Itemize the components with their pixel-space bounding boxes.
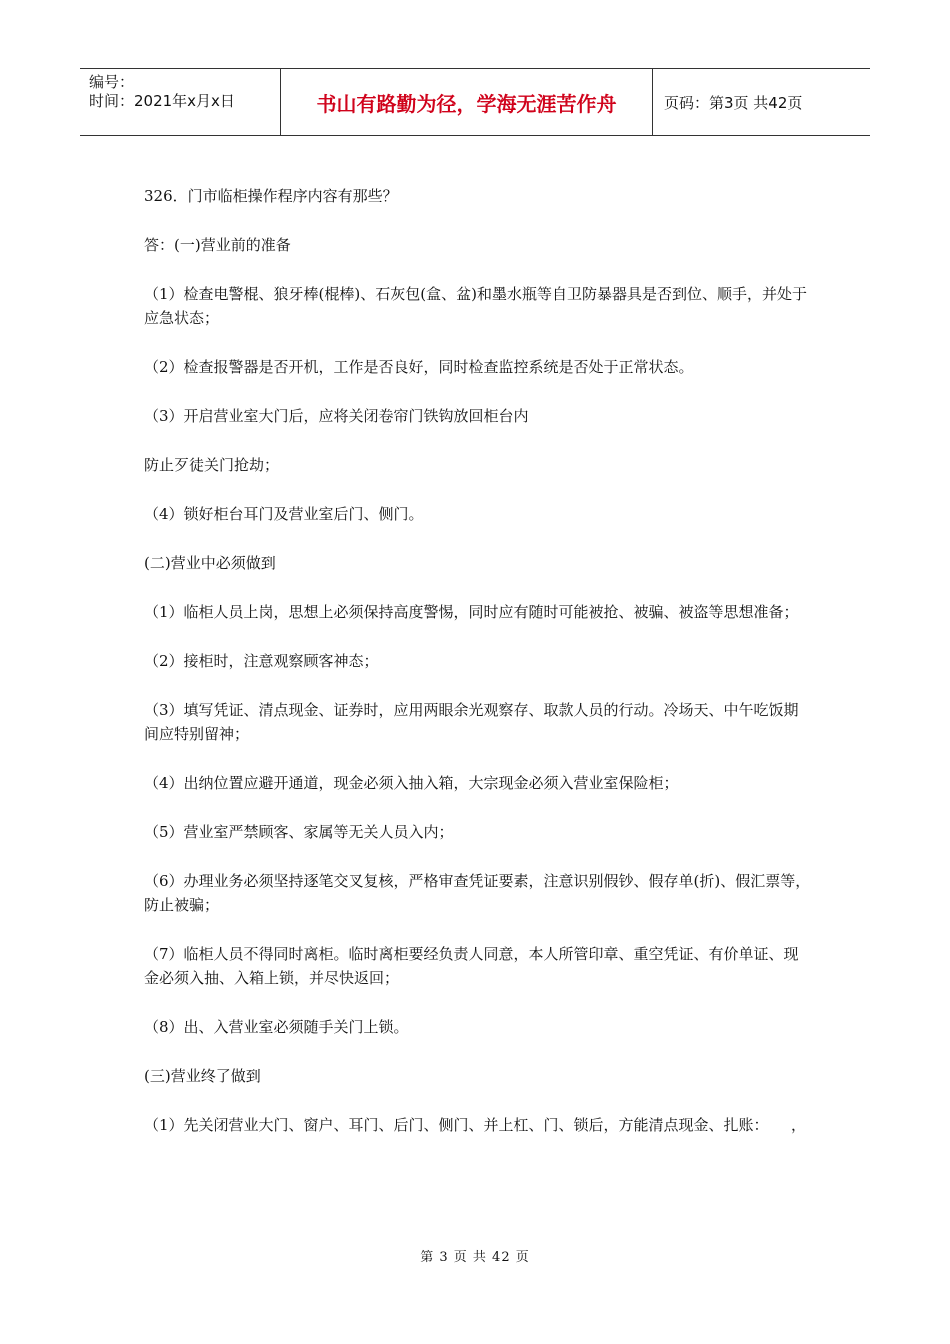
document-date: 时间：2021年x月x日 xyxy=(89,92,235,110)
paragraph-question: 326．门市临柜操作程序内容有那些？ xyxy=(144,187,398,205)
paragraph-section-2: (二)营业中必须做到 xyxy=(144,554,276,572)
header-page-info: 页码：第3页 共42页 xyxy=(664,93,803,112)
paragraph: （8）出、入营业室必须随手关门上锁。 xyxy=(144,1018,409,1036)
paragraph: （6）办理业务必须坚持逐笔交叉复核，严格审查凭证要素，注意识别假钞、假存单(折)、假汇票等，防止被骗； xyxy=(144,872,811,914)
paragraph: （3）填写凭证、清点现金、证券时，应用两眼余光观察存、取款人员的行动。冷场天、中午吃饭期间应特别留神； xyxy=(144,701,799,743)
paragraph: 防止歹徒关门抢劫； xyxy=(144,456,280,474)
paragraph: （3）开启营业室大门后，应将关闭卷帘门铁钩放回柜台内 xyxy=(144,407,529,425)
paragraph: （4）锁好柜台耳门及营业室后门、侧门。 xyxy=(144,505,424,523)
paragraph: （2）检查报警器是否开机，工作是否良好，同时检查监控系统是否处于正常状态。 xyxy=(144,358,694,376)
document-body xyxy=(144,184,812,1162)
paragraph-section-3: (三)营业终了做到 xyxy=(144,1067,261,1085)
page-footer: 第 3 页 共 42 页 xyxy=(420,1250,530,1265)
paragraph: （2）接柜时，注意观察顾客神态； xyxy=(144,652,379,670)
page-header xyxy=(80,68,870,136)
header-meta xyxy=(80,69,281,135)
paragraph: （1）检查电警棍、狼牙棒(棍棒)、石灰包(盒、盆)和墨水瓶等自卫防暴器具是否到位、顺手，并处于应急状态； xyxy=(144,285,807,327)
paragraph: （5）营业室严禁顾客、家属等无关人员入内； xyxy=(144,823,454,841)
paragraph: （7）临柜人员不得同时离柜。临时离柜要经负责人同意，本人所管印章、重空凭证、有价单证、现金必须入抽、入箱上锁，并尽快返回； xyxy=(144,945,799,987)
paragraph-answer-section-1: 答：(一)营业前的准备 xyxy=(144,236,291,254)
paragraph: （1）先关闭营业大门、窗户、耳门、后门、侧门、并上杠、门、锁后，方能清点现金、扎账： ， xyxy=(144,1116,807,1134)
paragraph: （1）临柜人员上岗，思想上必须保持高度警惕，同时应有随时可能被抢、被骗、被盗等思想准备； xyxy=(144,603,799,621)
paragraph: （4）出纳位置应避开通道，现金必须入抽入箱，大宗现金必须入营业室保险柜； xyxy=(144,774,679,792)
document-number-label: 编号： xyxy=(89,73,135,91)
header-motto: 书山有路勤为径，学海无涯苦作舟 xyxy=(281,69,653,135)
